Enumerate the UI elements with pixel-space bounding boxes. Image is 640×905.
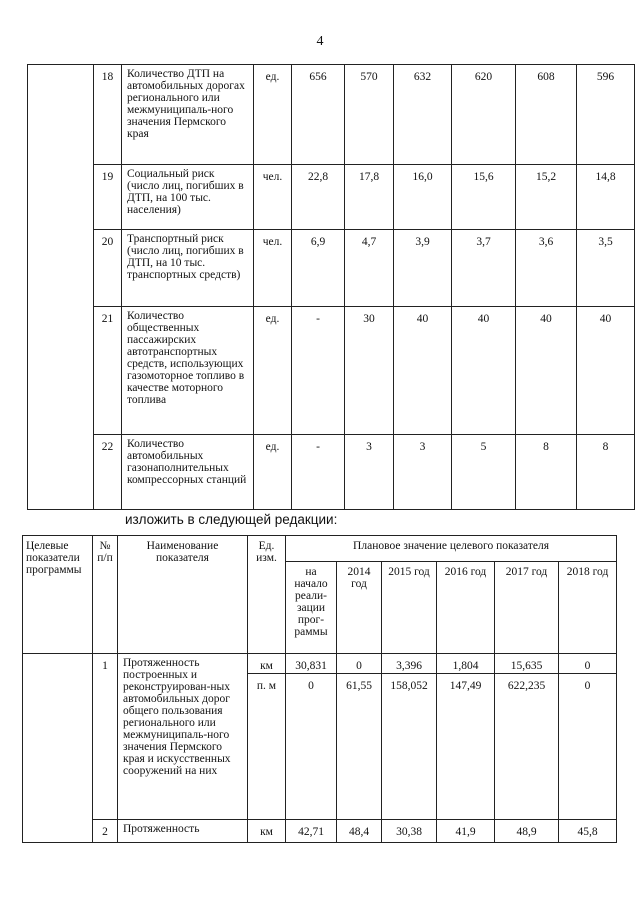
value-cell: 15,6: [452, 165, 516, 230]
value-cell: 596: [577, 65, 635, 165]
header-unit: Ед. изм.: [248, 536, 286, 654]
indicators-table-continued: [27, 64, 635, 510]
table-row: [28, 65, 635, 165]
value-cell: 3,5: [577, 230, 635, 307]
table-row: [23, 654, 617, 674]
unit-cell: ед.: [254, 65, 292, 165]
unit-cell: км: [248, 654, 286, 674]
table-row: [28, 230, 635, 307]
value-cell: 570: [345, 65, 394, 165]
value-cell: 48,4: [337, 820, 382, 843]
row-number: 1: [93, 654, 118, 820]
indicator-name: Количество ДТП на автомобильных дорогах регионального или межмуниципаль-ного значения Пермского края: [122, 65, 254, 165]
value-cell: 15,635: [495, 654, 559, 674]
value-cell: 22,8: [292, 165, 345, 230]
value-cell: 0: [286, 674, 337, 820]
value-cell: 3,396: [382, 654, 437, 674]
header-year: 2018 год: [559, 562, 617, 654]
value-cell: 15,2: [516, 165, 577, 230]
value-cell: 620: [452, 65, 516, 165]
row-number: 2: [93, 820, 118, 843]
indicator-name: Транспортный риск (число лиц, погибших в ДТП, на 10 тыс. транспортных средств): [122, 230, 254, 307]
empty-left-cell: [23, 654, 93, 843]
header-name: Наименование показателя: [118, 536, 248, 654]
value-cell: 45,8: [559, 820, 617, 843]
value-cell: 3,6: [516, 230, 577, 307]
value-cell: 147,49: [437, 674, 495, 820]
unit-cell: ед.: [254, 307, 292, 435]
value-cell: 0: [559, 674, 617, 820]
header-year: 2015 год: [382, 562, 437, 654]
value-cell: 40: [394, 307, 452, 435]
value-cell: 0: [337, 654, 382, 674]
value-cell: 30,831: [286, 654, 337, 674]
value-cell: 30,38: [382, 820, 437, 843]
value-cell: 4,7: [345, 230, 394, 307]
value-cell: 48,9: [495, 820, 559, 843]
value-cell: 158,052: [382, 674, 437, 820]
value-cell: 61,55: [337, 674, 382, 820]
value-cell: 3,9: [394, 230, 452, 307]
header-year: 2014 год: [337, 562, 382, 654]
indicator-name: Социальный риск (число лиц, погибших в ДТП, на 100 тыс. населения): [122, 165, 254, 230]
row-number: 18: [94, 65, 122, 165]
value-cell: 41,9: [437, 820, 495, 843]
value-cell: 16,0: [394, 165, 452, 230]
indicator-name: Протяженность построенных и реконструирован-ных автомобильных дорог общего пользования регионального или межмуниципаль-ного значения Пермского края и искусственных сооружений на них: [118, 654, 248, 820]
value-cell: 17,8: [345, 165, 394, 230]
value-cell: 3: [394, 435, 452, 510]
row-number: 22: [94, 435, 122, 510]
header-plan: Плановое значение целевого показателя: [286, 536, 617, 562]
table-row: [28, 165, 635, 230]
value-cell: -: [292, 307, 345, 435]
indicator-name: Протяженность: [118, 820, 248, 843]
value-cell: 40: [452, 307, 516, 435]
header-number: № п/п: [93, 536, 118, 654]
value-cell: 5: [452, 435, 516, 510]
value-cell: 0: [559, 654, 617, 674]
value-cell: 30: [345, 307, 394, 435]
unit-cell: чел.: [254, 165, 292, 230]
indicator-name: Количество автомобильных газонаполнительных компрессорных станций: [122, 435, 254, 510]
value-cell: 656: [292, 65, 345, 165]
row-number: 21: [94, 307, 122, 435]
value-cell: 632: [394, 65, 452, 165]
value-cell: 14,8: [577, 165, 635, 230]
value-cell: 3: [345, 435, 394, 510]
row-number: 20: [94, 230, 122, 307]
header-year: на начало реали-зации прог-раммы: [286, 562, 337, 654]
intro-text: изложить в следующей редакции:: [125, 512, 338, 527]
page-number: 4: [316, 34, 324, 49]
value-cell: 40: [577, 307, 635, 435]
header-row: [23, 536, 617, 562]
value-cell: -: [292, 435, 345, 510]
value-cell: 8: [577, 435, 635, 510]
table-row: [23, 820, 617, 843]
unit-cell: ед.: [254, 435, 292, 510]
value-cell: 8: [516, 435, 577, 510]
unit-cell: п. м: [248, 674, 286, 820]
indicator-name: Количество общественных пассажирских автотранспортных средств, использующих газомоторное топливо в качестве моторного топлива: [122, 307, 254, 435]
indicators-table-new: [22, 535, 617, 843]
header-year: 2017 год: [495, 562, 559, 654]
row-number: 19: [94, 165, 122, 230]
value-cell: 1,804: [437, 654, 495, 674]
value-cell: 6,9: [292, 230, 345, 307]
empty-left-cell: [28, 65, 94, 510]
unit-cell: км: [248, 820, 286, 843]
value-cell: 608: [516, 65, 577, 165]
table-row: [28, 435, 635, 510]
value-cell: 622,235: [495, 674, 559, 820]
value-cell: 42,71: [286, 820, 337, 843]
table-row: [28, 307, 635, 435]
value-cell: 40: [516, 307, 577, 435]
unit-cell: чел.: [254, 230, 292, 307]
value-cell: 3,7: [452, 230, 516, 307]
header-year: 2016 год: [437, 562, 495, 654]
header-targets: Целевые показатели программы: [23, 536, 93, 654]
